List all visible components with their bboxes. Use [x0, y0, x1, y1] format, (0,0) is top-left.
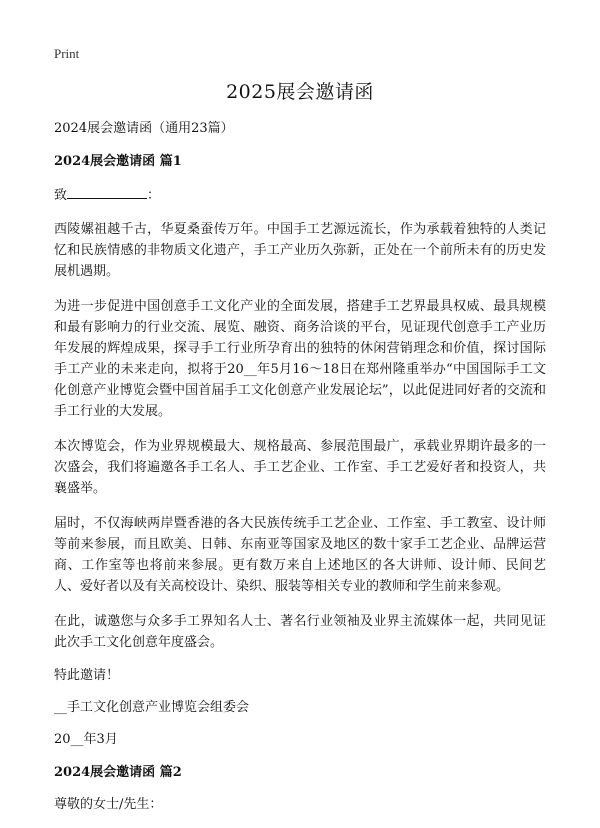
closing-line: 特此邀请！ — [54, 668, 120, 683]
page-title: 2025展会邀请函 — [226, 81, 374, 103]
section-heading-1: 2024展会邀请函 篇1 — [54, 154, 182, 169]
salutation-suffix: ： — [147, 188, 161, 203]
body-paragraph: 本次博览会，作为业界规模最大、规格最高、参展范围最广，承载业界期许最多的一次盛会，我们将遍邀各手工名人、手工艺企业、工作室、手工艺爱好者和投资人，共襄盛举。 — [54, 439, 546, 496]
date-line: 20__年3月 — [54, 732, 118, 747]
salutation-prefix: 致 — [54, 188, 68, 203]
body-paragraph: 届时，不仅海峡两岸暨香港的各大民族传统手工艺企业、工作室、手工教室、设计师等前来参展，而且欧美、日韩、东南亚等国家及地区的数十家手工艺企业、品牌运营商、工作室等也将前来参展。更有数万来自上述地区的各大讲师、设计师、民间艺人、爱好者以及有关高校设计、染织、服装等相关专业的教师和学生前来参观。 — [54, 516, 546, 594]
salutation-1 — [54, 185, 546, 205]
signature-line: __手工文化创意产业博览会组委会 — [54, 700, 250, 715]
recipient-blank — [67, 185, 147, 199]
print-link[interactable]: Print — [54, 46, 80, 61]
salutation-2: 尊敬的女士/先生： — [54, 797, 163, 812]
section-heading-2: 2024展会邀请函 篇2 — [54, 765, 182, 780]
body-paragraph: 西陵嫘祖越千古，华夏桑蚕传万年。中国手工艺源远流长，作为承载着独特的人类记忆和民族情感的非物质文化遗产，手工产业历久弥新，正处在一个前所未有的历史发展机遇期。 — [54, 222, 546, 279]
body-paragraph: 为进一步促进中国创意手工文化产业的全面发展，搭建手工艺界最具权威、最具规模和最有影响力的行业交流、展览、融资、商务洽谈的平台，见证现代创意手工产业历年发展的辉煌成果，探寻手工行业所孕育出的独特的休闲营销理念和价值，探讨国际手工产业的未来走向，拟将于20__年5月16～18日在郑州隆重举办“中国国际手工文化创意产业博览会暨中国首届手工文化创意产业发展论坛”，以此促进同好者的交流和手工行业的大发展。 — [54, 299, 546, 419]
body-paragraph: 在此，诚邀您与众多手工界知名人士、著名行业领袖及业界主流媒体一起，共同见证此次手工文化创意年度盛会。 — [54, 614, 546, 650]
document-subtitle: 2024展会邀请函（通用23篇） — [54, 121, 234, 136]
